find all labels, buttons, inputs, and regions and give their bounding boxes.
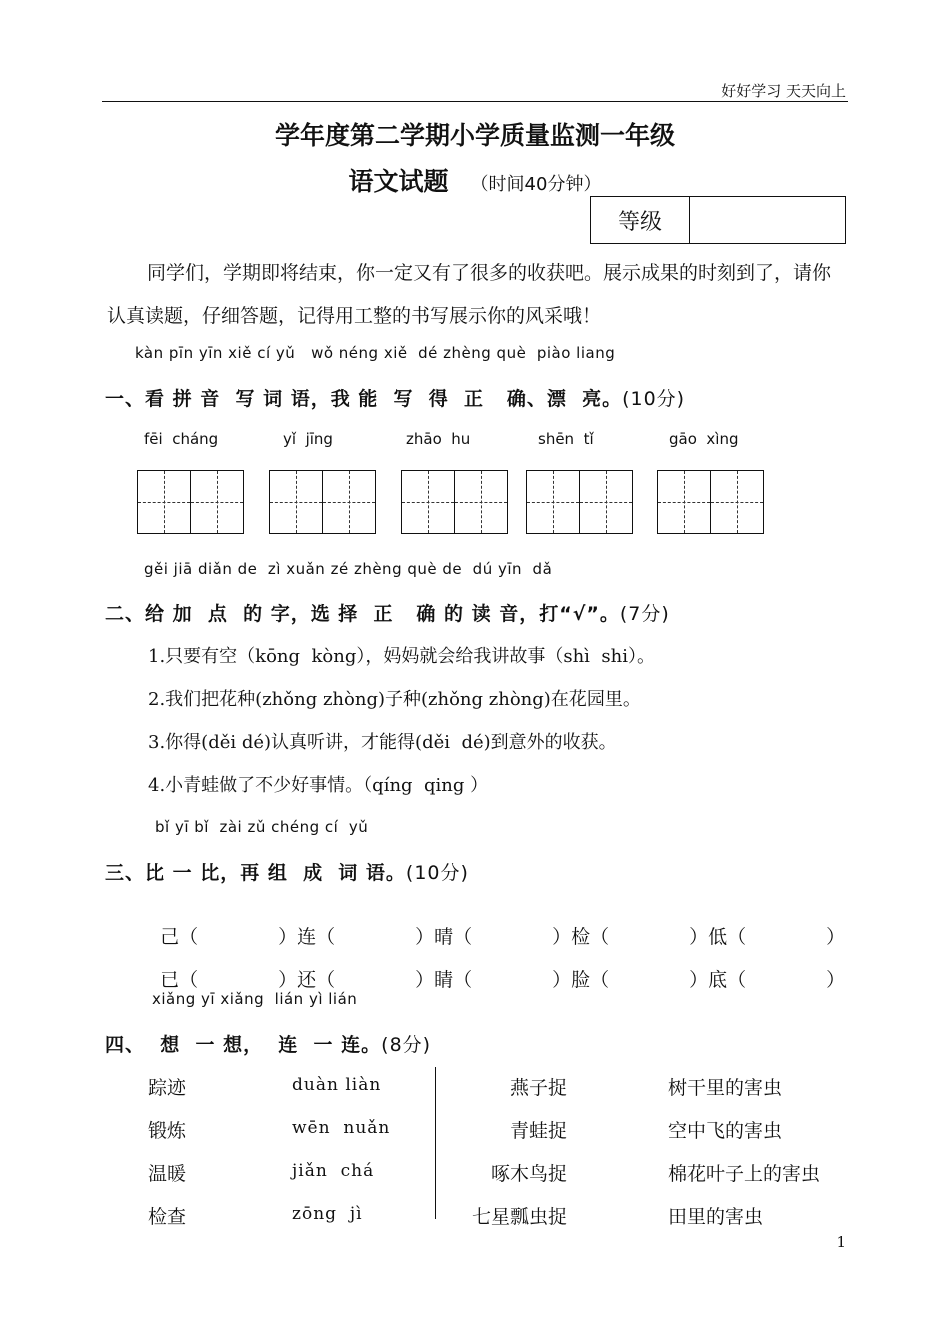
word-pinyin-1: fēi cháng [144, 430, 219, 448]
question-2-4: 4.小青蛙做了不少好事情。（qíng qing ） [148, 775, 489, 796]
section3-heading-pinyin: bǐ yī bǐ zài zǔ chéng cí yǔ [155, 818, 369, 836]
match-word-4[interactable]: 检查 [148, 1206, 187, 1228]
section4-heading-pinyin: xiǎng yī xiǎng lián yì lián [152, 990, 358, 1008]
match-pest-4[interactable]: 田里的害虫 [668, 1206, 764, 1228]
section1-points: (10分) [622, 388, 686, 410]
time-limit: （时间40分钟） [470, 174, 602, 195]
compare-cell: ）还（ [278, 969, 336, 991]
writing-cell[interactable] [579, 471, 632, 533]
section2-points: (7分) [619, 603, 670, 625]
page-number: 1 [836, 1233, 846, 1251]
word-pinyin-4: shēn tǐ [538, 430, 594, 448]
match-pinyin-3[interactable]: jiǎn chá [292, 1161, 375, 1181]
writing-grid-1[interactable] [137, 470, 244, 534]
writing-cell[interactable] [454, 471, 507, 533]
match-word-1[interactable]: 踪迹 [148, 1077, 187, 1099]
compare-cell: ）检（ [552, 926, 610, 948]
match-pinyin-4[interactable]: zōng jì [292, 1204, 363, 1224]
compare-row-2 [148, 943, 845, 992]
section2-heading-text: 二、给 加 点 的 字，选 择 正 确 的 读 音，打“√”。 [105, 603, 620, 625]
page-header-motto: 好好学习 天天向上 [721, 82, 846, 100]
match-catcher-2[interactable]: 青蛙捉 [509, 1120, 567, 1142]
section3-heading-text: 三、比 一 比，再 组 成 词 语。 [105, 862, 406, 884]
grade-value-field[interactable] [690, 197, 845, 243]
compare-cell: ）脸（ [552, 969, 610, 991]
section2-heading [105, 599, 670, 626]
match-pest-2[interactable]: 空中飞的害虫 [668, 1120, 783, 1142]
section3-heading [105, 858, 469, 885]
match-pest-3[interactable]: 棉花叶子上的害虫 [668, 1163, 821, 1185]
compare-cell: 己（ [160, 926, 199, 948]
question-2-3: 3.你得(děi dé)认真听讲，才能得(děi dé)到意外的收获。 [148, 732, 617, 753]
writing-cell[interactable] [527, 471, 579, 533]
writing-grid-3[interactable] [401, 470, 508, 534]
word-pinyin-3: zhāo hu [406, 430, 471, 448]
section2-heading-pinyin: gěi jiā diǎn de zì xuǎn zé zhèng què de dú yīn dǎ [144, 560, 553, 578]
writing-grid-4[interactable] [526, 470, 633, 534]
subject-title: 语文试题 [348, 167, 449, 196]
compare-row-1 [148, 900, 845, 949]
match-word-3[interactable]: 温暖 [148, 1163, 187, 1185]
section4-heading-text: 四、 想 一 想， 连 一 连。 [105, 1034, 382, 1056]
header-divider [102, 101, 848, 102]
compare-cell: ） [826, 969, 846, 991]
writing-cell[interactable] [710, 471, 763, 533]
compare-cell: ） [826, 926, 846, 948]
writing-cell[interactable] [270, 471, 322, 533]
question-2-2: 2.我们把花种(zhǒng zhòng)子种(zhǒng zhòng)在花园里。 [148, 689, 641, 710]
writing-cell[interactable] [322, 471, 375, 533]
exam-title: 学年度第二学期小学质量监测一年级 [274, 121, 675, 150]
match-catcher-1[interactable]: 燕子捉 [509, 1077, 567, 1099]
compare-cell: ）晴（ [415, 926, 473, 948]
section4-points: (8分) [381, 1034, 432, 1056]
section4-heading [105, 1030, 431, 1057]
writing-grid-2[interactable] [269, 470, 376, 534]
compare-cell: ）低（ [689, 926, 747, 948]
compare-cell: ）底（ [689, 969, 747, 991]
compare-cell: 已（ [160, 969, 199, 991]
match-catcher-4[interactable]: 七星瓢虫捉 [471, 1206, 567, 1228]
exam-subtitle [0, 162, 950, 198]
match-catcher-3[interactable]: 啄木鸟捉 [490, 1163, 567, 1185]
intro-paragraph: 同学们，学期即将结束，你一定又有了很多的收获吧。展示成果的时刻到了，请你认真读题，仔细答题，记得用工整的书写展示你的风采哦！ [107, 262, 832, 327]
section1-heading [105, 384, 685, 411]
word-pinyin-2: yǐ jīng [283, 430, 333, 448]
question-2-1: 1.只要有空（kōng kòng），妈妈就会给我讲故事（shì shi）。 [148, 646, 655, 667]
writing-cell[interactable] [190, 471, 243, 533]
match-word-2[interactable]: 锻炼 [148, 1120, 187, 1142]
grade-box [590, 196, 846, 244]
match-pinyin-1[interactable]: duàn liàn [292, 1075, 382, 1095]
section1-heading-text: 一、看 拼 音 写 词 语，我 能 写 得 正 确、漂 亮。 [105, 388, 623, 410]
match-pest-1[interactable]: 树干里的害虫 [668, 1077, 783, 1099]
writing-cell[interactable] [138, 471, 190, 533]
compare-cell: ）睛（ [415, 969, 473, 991]
column-divider [435, 1067, 436, 1219]
word-pinyin-5: gāo xìng [669, 430, 739, 448]
writing-grid-5[interactable] [657, 470, 764, 534]
grade-label: 等级 [591, 197, 690, 243]
writing-cell[interactable] [402, 471, 454, 533]
section3-points: (10分) [405, 862, 469, 884]
match-pinyin-2[interactable]: wēn nuǎn [292, 1118, 391, 1138]
section1-heading-pinyin: kàn pīn yīn xiě cí yǔ wǒ néng xiě dé zhèng què piào liang [135, 344, 616, 362]
compare-cell: ）连（ [278, 926, 336, 948]
writing-cell[interactable] [658, 471, 710, 533]
